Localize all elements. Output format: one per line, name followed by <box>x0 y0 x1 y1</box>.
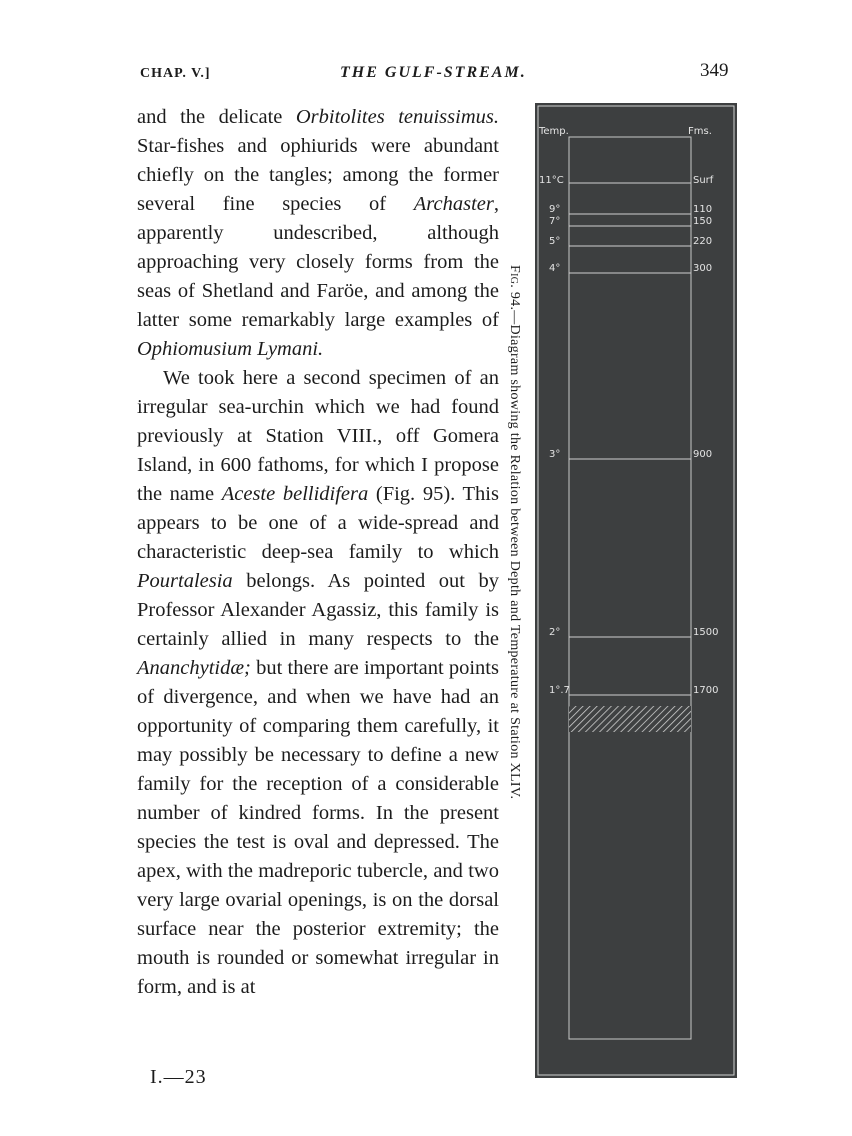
temperature-label: 4° <box>549 263 561 274</box>
depth-label: 1500 <box>693 627 719 638</box>
depth-column-heading: Fms. <box>688 126 712 137</box>
figure-caption: Fig. 94.—Diagram showing the Relation between Depth and Temperature at Station XLIV. <box>507 265 522 800</box>
chapter-label: CHAP. V.] <box>140 66 211 81</box>
temperature-label: 5° <box>549 236 561 247</box>
depth-label: 300 <box>693 263 713 274</box>
paragraph: and the delicate Orbitolites tenuissimus. Star-fishes and ophiurids were abundant chiefly on the tangles; among the former several fine species of Archaster, apparently undescribed, although approaching very closely forms from the seas of Shetland and Faröe, and among the latter some remarkably large examples of Ophiomusium Lymani. <box>137 106 499 360</box>
temperature-label: 1°.7 <box>549 685 570 696</box>
depth-label: 220 <box>693 236 713 247</box>
temperature-label: 11°C <box>539 175 564 186</box>
temperature-label: 2° <box>549 627 561 638</box>
depth-label: 1700 <box>693 685 719 696</box>
sea-bottom <box>569 706 691 732</box>
depth-label: 900 <box>693 449 713 460</box>
temperature-label: 3° <box>549 449 561 460</box>
paragraph: We took here a second specimen of an irregular sea-urchin which we had found previously at Station VIII., off Gomera Island, in 600 fathoms, for which I propose the name Aceste bellidifera (Fig. 95). This appears to be one of a wide-spread and characteristic deep-sea family to which Pourtalesia belongs. As pointed out by Professor Alexander Agassiz, this family is certainly allied in many respects to the Ananchytidæ; but there are important points of divergence, and when we have had an opportunity of comparing them carefully, it may possibly be necessary to define a new family for the reception of a considerable number of kindred forms. In the present species the test is oval and depressed. The apex, with the madreporic tubercle, and two very large ovarial openings, is on the dorsal surface near the posterior extremity; the mouth is rounded or somewhat irregular in form, and is at <box>137 367 499 998</box>
diagram-background <box>535 103 737 1078</box>
depth-temperature-diagram <box>535 103 737 1078</box>
page-number: 349 <box>700 60 729 81</box>
body-text <box>137 103 499 1002</box>
signature-mark: I.—23 <box>150 1066 207 1088</box>
temperature-label: 9° <box>549 204 561 215</box>
running-title: THE GULF-STREAM. <box>340 64 527 81</box>
depth-label: 110 <box>693 204 713 215</box>
temp-column-heading: Temp. <box>539 126 569 137</box>
depth-label: 150 <box>693 216 713 227</box>
depth-label: Surf <box>693 175 714 186</box>
temperature-label: 7° <box>549 216 561 227</box>
